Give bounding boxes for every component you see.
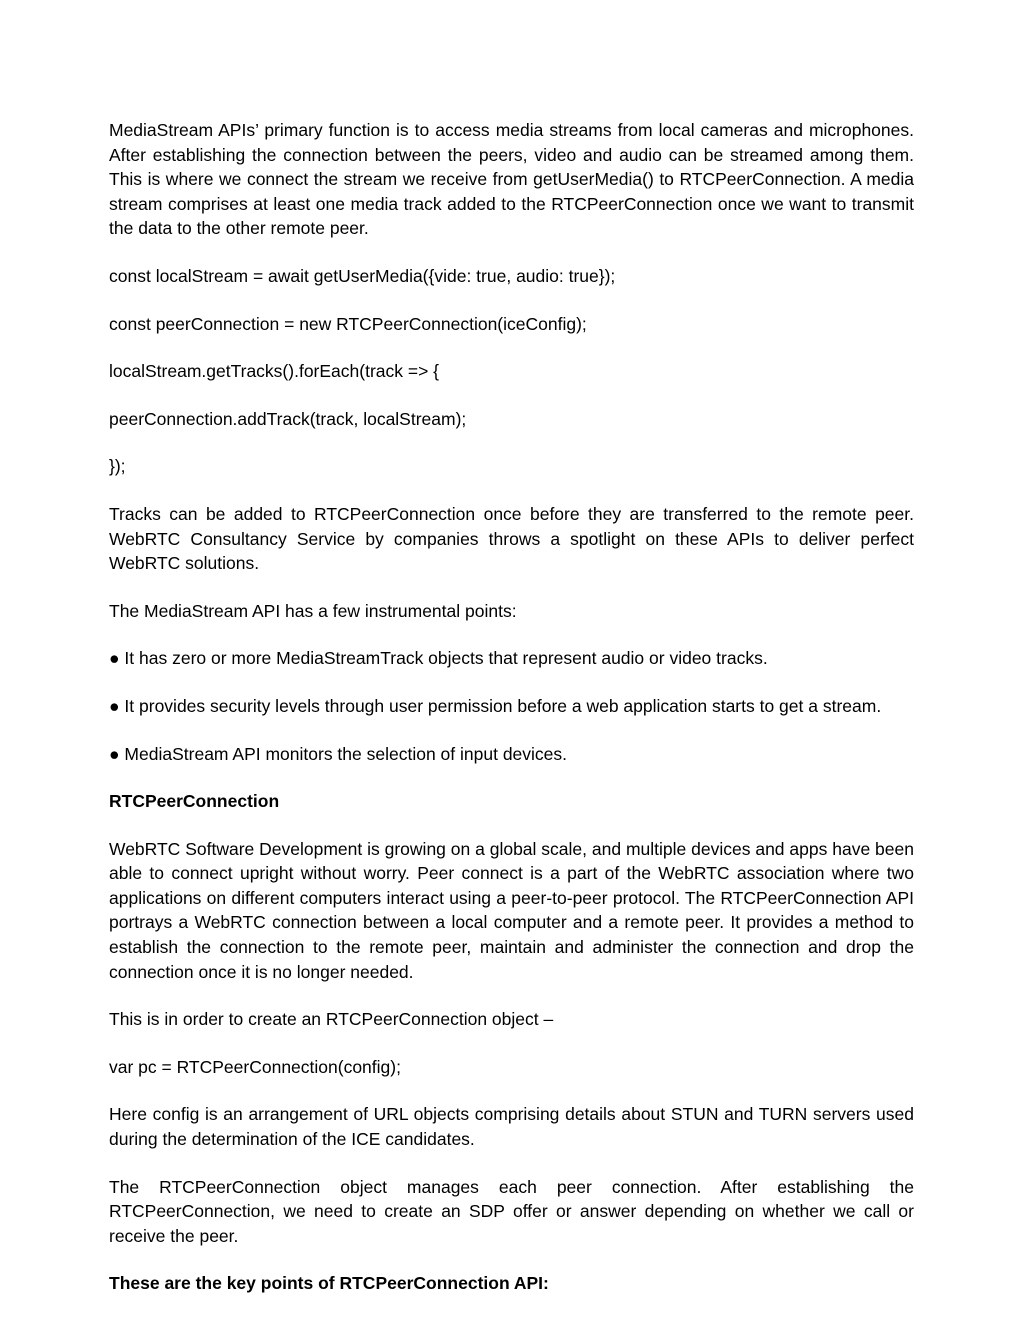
paragraph-object-manages: The RTCPeerConnection object manages each peer connection. After establishing the RTCPeerConnection, we need to create an SDP offer or answer depending on whether we call or receive the peer. <box>109 1176 914 1246</box>
code-line-add-track: peerConnection.addTrack(track, localStream); <box>109 408 467 429</box>
code-line-get-tracks: localStream.getTracks().forEach(track => { <box>109 361 440 382</box>
code-line-local-stream: const localStream = await getUserMedia({vide: true, audio: true}); <box>109 265 616 286</box>
section-heading-rtcpeerconnection: RTCPeerConnection <box>109 791 280 812</box>
bullet-item: ● MediaStream API monitors the selection of input devices. <box>109 743 568 764</box>
paragraph-points-intro: The MediaStream API has a few instrumental points: <box>109 600 517 621</box>
paragraph-config: Here config is an arrangement of URL objects comprising details about STUN and TURN servers used during the determination of the ICE candidates. <box>109 1104 914 1150</box>
paragraph-tracks: Tracks can be added to RTCPeerConnection once before they are transferred to the remote peer. WebRTC Consultancy Service by companies throws a spotlight on these APIs to deliver perfect WebRTC solutions. <box>109 503 914 574</box>
document-page <box>109 118 914 1319</box>
paragraph-create-object: This is in order to create an RTCPeerConnection object – <box>109 1009 554 1030</box>
paragraph-rtcpeerconnection: WebRTC Software Development is growing on a global scale, and multiple devices and apps have been able to connect upright without worry. Peer connect is a part of the WebRTC association where two applications on different computers interact using a peer-to-peer protocol. The RTCPeerConnection API portrays a WebRTC connection between a local computer and a remote peer. It provides a method to establish the connection to the remote peer, maintain and administer the connection and drop the connection once it is no longer needed. <box>109 838 914 982</box>
bullet-item: ● It provides security levels through user permission before a web application starts to get a stream. <box>109 695 882 716</box>
code-line-peer-connection: const peerConnection = new RTCPeerConnection(iceConfig); <box>109 313 587 334</box>
code-line-var-pc: var pc = RTCPeerConnection(config); <box>109 1056 401 1077</box>
bullet-item: ● It has zero or more MediaStreamTrack objects that represent audio or video tracks. <box>109 648 768 669</box>
code-line-close: }); <box>109 456 126 477</box>
section-heading-key-points: These are the key points of RTCPeerConnection API: <box>109 1273 549 1294</box>
paragraph-mediastream-intro: MediaStream APIs’ primary function is to access media streams from local cameras and microphones. After establishing the connection between the peers, video and audio can be streamed among them. This is where we connect the stream we receive from getUserMedia() to RTCPeerConnection. A media stream comprises at least one media track added to the RTCPeerConnection once we want to transmit the data to the other remote peer. <box>109 120 914 239</box>
